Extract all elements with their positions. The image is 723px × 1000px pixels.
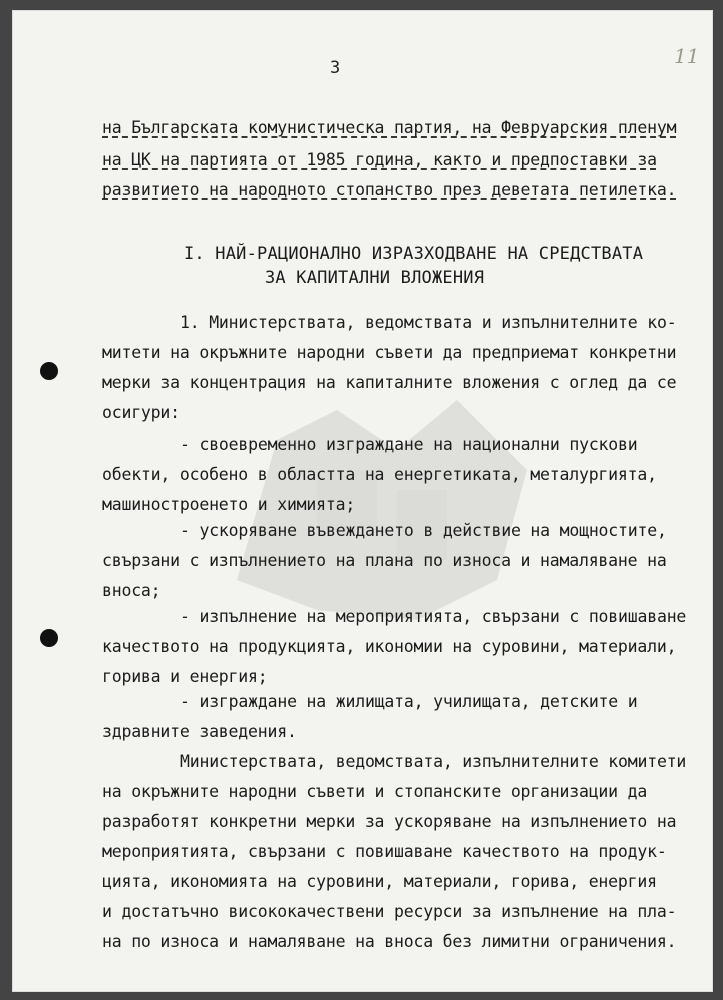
page-number: 3	[330, 58, 341, 78]
body-line: мерки за концентрация на капиталните вложения с оглед да се	[102, 373, 677, 392]
archive-mark: 11	[674, 44, 700, 68]
body-line: осигури:	[102, 403, 180, 422]
body-line: Министерствата, ведомствата, изпълнителните комитети	[180, 752, 687, 771]
body-line: обекти, особено в областта на енергетиката, металургията,	[102, 465, 657, 484]
body-line: вноса;	[102, 581, 161, 600]
body-line: 1. Министерствата, ведомствата и изпълнителните ко-	[180, 313, 677, 332]
intro-line: развитието на народното стопанство през деветата петилетка.	[102, 180, 677, 199]
body-line: здравните заведения.	[102, 722, 297, 741]
body-line: - изпълнение на мероприятията, свързани с повишаване	[180, 607, 687, 626]
body-line: горива и енергия;	[102, 667, 268, 686]
intro-line: на Българската комунистическа партия, на Февруарския пленум	[102, 118, 677, 137]
body-line: машиностроенето и химията;	[102, 495, 356, 514]
body-line: - ускоряване въвеждането в действие на мощностите,	[180, 521, 667, 540]
body-line: мероприятията, свързани с повишаване качеството на продук-	[102, 842, 667, 861]
punch-hole-top	[40, 362, 58, 380]
body-line: качеството на продукцията, икономии на суровини, материали,	[102, 637, 677, 656]
body-line: - своевременно изграждане на национални пускови	[180, 435, 638, 454]
body-line: митети на окръжните народни съвети да предприемат конкретни	[102, 343, 677, 362]
body-line: разработят конкретни мерки за ускоряване на изпълнението на	[102, 812, 677, 831]
document-page	[12, 10, 713, 992]
body-line: свързани с изпълнението на плана по износа и намаляване на	[102, 551, 667, 570]
punch-hole-bottom	[40, 629, 58, 647]
section-heading-line-2: ЗА КАПИТАЛНИ ВЛОЖЕНИЯ	[265, 268, 485, 288]
body-line: на по износа и намаляване на вноса без лимитни ограничения.	[102, 932, 677, 951]
body-line: и достатъчно висококачествени ресурси за изпълнение на пла-	[102, 902, 677, 921]
section-heading-line-1: I. НАЙ-РАЦИОНАЛНО ИЗРАЗХОДВАНЕ НА СРЕДСТВАТА	[184, 244, 644, 264]
body-line: на окръжните народни съвети и стопанските организации да	[102, 782, 648, 801]
body-line: - изграждане на жилищата, училищата, детските и	[180, 692, 638, 711]
intro-line: на ЦК на партията от 1985 година, както и предпоставки за	[102, 150, 657, 169]
body-line: цията, икономията на суровини, материали, горива, енергия	[102, 872, 657, 891]
